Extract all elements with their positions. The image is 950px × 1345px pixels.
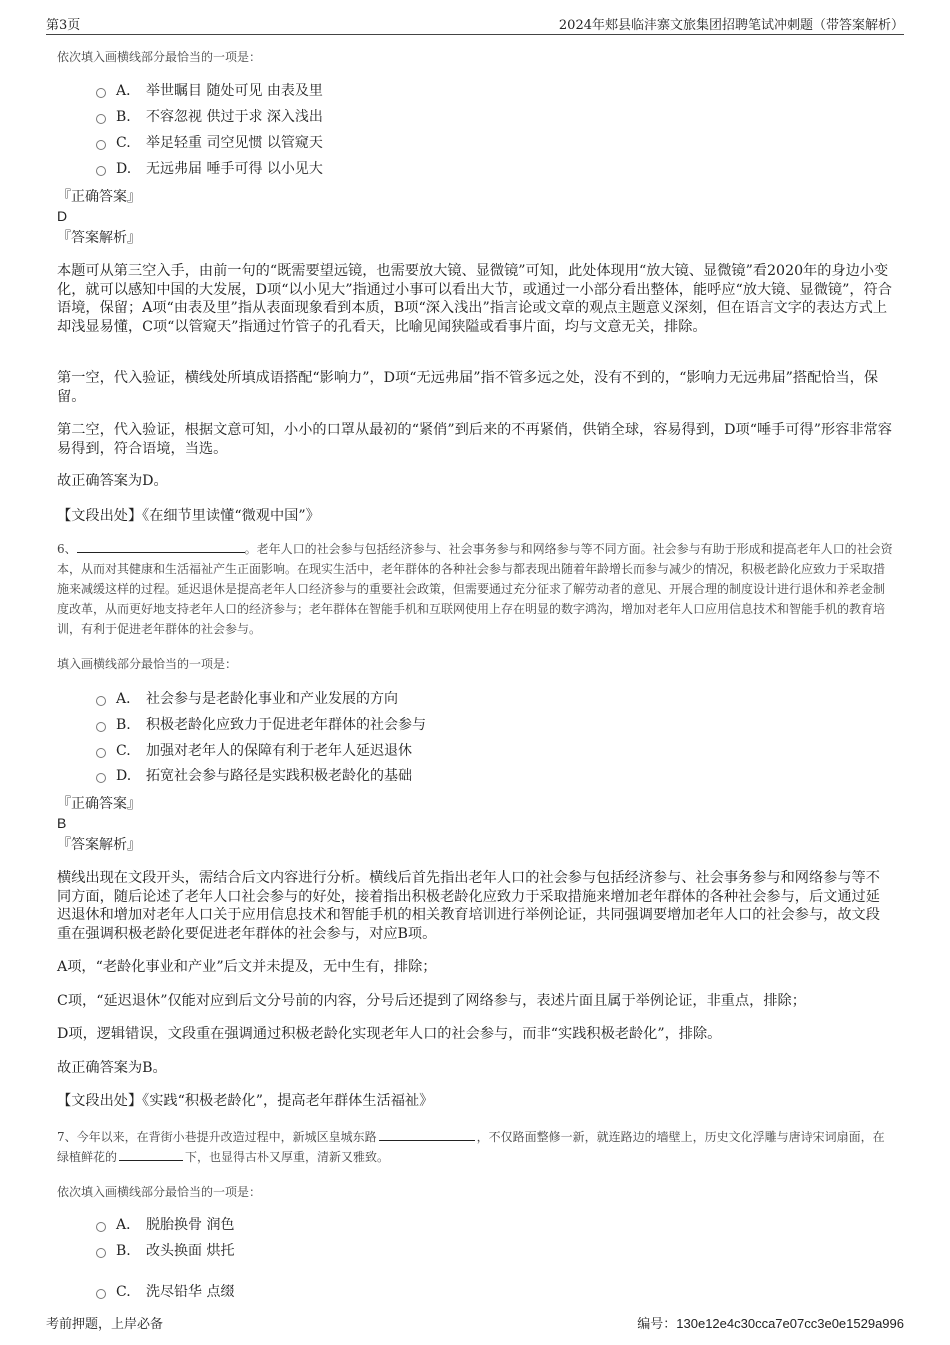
- q5-analysis-p3: 第二空，代入验证，根据文意可知，小小的口罩从最初的“紧俏”到后来的不再紧俏，供销全球，容易得到，D项“唾手可得”形容非常容易得到，符合语境，当选。: [57, 422, 892, 457]
- page-header: [46, 14, 904, 35]
- radio-icon[interactable]: [96, 773, 106, 783]
- answer-blank: [119, 1148, 183, 1161]
- radio-icon[interactable]: [96, 1248, 106, 1258]
- radio-icon[interactable]: [96, 748, 106, 758]
- q5-answer: D: [57, 208, 68, 224]
- footer-slogan: 考前押题，上岸必备: [46, 1317, 164, 1332]
- q6-number: 6、: [57, 542, 77, 556]
- q6-analysis-p3: C项，“延迟退休”仅能对应到后文分号前的内容，分号后还提到了网络参与，表述片面且属于举例论证，非重点，排除；: [57, 993, 806, 1009]
- q7-stem: 7、今年以来，在背街小巷提升改造过程中，新城区皇城东路 ，不仅路面整修一新，就连路边的墙壁上，历史文化浮雕与唐诗宋词扇面，在绿植鲜花的 下，也显得古朴又厚重，清新又雅致。: [57, 1130, 885, 1164]
- q6-analysis-p4: D项，逻辑错误，文段重在强调通过积极老龄化实现老年人口的社会参与，而非“实践积极老龄化”，排除。: [57, 1026, 722, 1042]
- radio-icon[interactable]: [96, 722, 106, 732]
- radio-icon[interactable]: [96, 166, 106, 176]
- q6-analysis-p2: A项，“老龄化事业和产业”后文并未提及，无中生有，排除；: [57, 959, 437, 975]
- q5-option-d[interactable]: D. 无远弗届 唾手可得 以小见大: [96, 159, 323, 179]
- radio-icon[interactable]: [96, 1222, 106, 1232]
- radio-icon[interactable]: [96, 140, 106, 150]
- q6-answer: B: [57, 815, 67, 831]
- q5-prompt: 依次填入画横线部分最恰当的一项是：: [57, 50, 262, 64]
- page-number: 第3页: [46, 18, 81, 33]
- q5-source: 【文段出处】《在细节里读懂“微观中国”》: [57, 508, 320, 524]
- q7-option-c[interactable]: C. 洗尽铅华 点缀: [96, 1282, 234, 1302]
- q5-analysis-p4: 故正确答案为D。: [57, 473, 168, 489]
- q5-option-a[interactable]: A． 举世瞩目 随处可见 由表及里: [96, 81, 323, 101]
- q6-option-d[interactable]: D. 拓宽社会参与路径是实践积极老龄化的基础: [96, 766, 412, 786]
- q6-analysis-p5: 故正确答案为B。: [57, 1060, 167, 1076]
- q7-prompt: 依次填入画横线部分最恰当的一项是：: [57, 1185, 262, 1199]
- q6-prompt: 填入画横线部分最恰当的一项是：: [57, 657, 238, 671]
- q5-option-c[interactable]: C. 举足轻重 司空见惯 以管窥天: [96, 133, 323, 153]
- radio-icon[interactable]: [96, 114, 106, 124]
- q5-analysis-label: 『答案解析』: [57, 230, 141, 246]
- q6-option-c[interactable]: C. 加强对老年人的保障有利于老年人延迟退休: [96, 741, 412, 761]
- radio-icon[interactable]: [96, 88, 106, 98]
- answer-blank: [77, 540, 245, 553]
- q5-analysis-p2: 第一空，代入验证，横线处所填成语搭配“影响力”，D项“无远弗届”指不管多远之处，没有不到的，“影响力无远弗届”搭配恰当，保留。: [57, 370, 879, 405]
- q6-stem: [57, 539, 893, 639]
- radio-icon[interactable]: [96, 1289, 106, 1299]
- q7-option-a[interactable]: A． 脱胎换骨 润色: [96, 1215, 234, 1235]
- q6-analysis-label: 『答案解析』: [57, 837, 141, 853]
- q5-answer-label: 『正确答案』: [57, 189, 141, 205]
- q6-option-a[interactable]: A． 社会参与是老龄化事业和产业发展的方向: [96, 689, 398, 709]
- q6-option-b[interactable]: B. 积极老龄化应致力于促进老年群体的社会参与: [96, 715, 426, 735]
- page-footer: [46, 1313, 904, 1333]
- answer-blank: [379, 1128, 475, 1141]
- radio-icon[interactable]: [96, 696, 106, 706]
- q6-source: 【文段出处】《实践“积极老龄化”，提高老年群体生活福祉》: [57, 1093, 434, 1109]
- q6-text: 。老年人口的社会参与包括经济参与、社会事务参与和网络参与等不同方面。社会参与有助于形成和提高老年人口的社会资本，从而对其健康和生活福祉产生正面影响。在现实生活中，老年群体的各种社会参与都表现出随着年龄增长而参与减少的情况，积极老龄化应致力于采取措施来减缓这样的过程。延迟退休是提高老年人口经济参与的重要社会政策，但需要通过充分征求了解劳动者的意见、开展合理的制度设计进行退休和养老金制度改革，从而更好地支持老年人口的经济参与；老年群体在智能手机和互联网使用上存在明显的数字鸿沟，增加对老年人口应用信息技术和智能手机的教育培训，有利于促进老年群体的社会参与。: [57, 542, 893, 636]
- q5-option-b[interactable]: B. 不容忽视 供过于求 深入浅出: [96, 107, 323, 127]
- footer-code: 编号：130e12e4c30cca7e07cc3e0e1529a996: [637, 1316, 904, 1332]
- q6-answer-label: 『正确答案』: [57, 796, 141, 812]
- document-title: 2024年郏县临沣寨文旅集团招聘笔试冲刺题（带答案解析）: [558, 18, 904, 33]
- q7-option-b[interactable]: B. 改头换面 烘托: [96, 1241, 234, 1261]
- q6-analysis-p1: 横线出现在文段开头，需结合后文内容进行分析。横线后首先指出老年人口的社会参与包括经济参与、社会事务参与和网络参与等不同方面，随后论述了老年人口社会参与的好处，接着指出积极老龄化应致力于采取措施来增加老年群体的各种社会参与，后文通过延迟退休和增加对老年人口关于应用信息技术和智能手机的相关教育培训进行举例论证，共同强调要增加老年人口的社会参与，故文段重在强调积极老龄化要促进老年群体的社会参与，对应B项。: [57, 870, 880, 942]
- q5-analysis-p1: 本题可从第三空入手，由前一句的“既需要望远镜，也需要放大镜、显微镜”可知，此处体现用“放大镜、显微镜”看2020年的身边小变化，就可以感知中国的大发展，D项“以小见大”指通过小事可以看出大节，或通过一小部分看出整体，能呼应“放大镜、显微镜”，符合语境，保留；A项“由表及里”指从表面现象看到本质，B项“深入浅出”指言论或文章的观点主题意义深刻，但在语言文字的表达方式上却浅显易懂，C项“以管窥天”指通过竹管子的孔看天，比喻见闻狭隘或看事片面，均与文意无关，排除。: [57, 263, 892, 335]
